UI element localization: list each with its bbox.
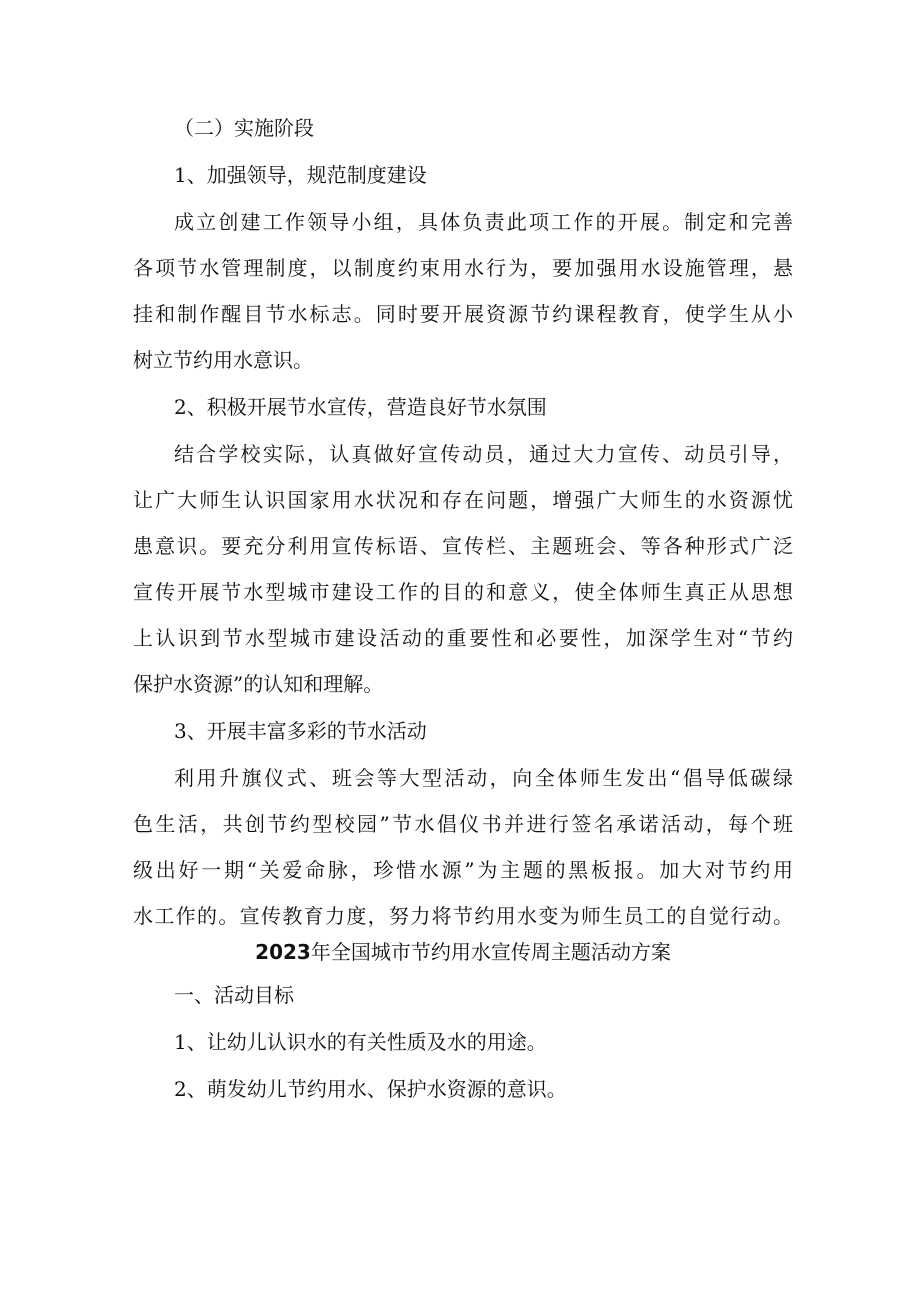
goal-item-1: 1、让幼儿认识水的有关性质及水的用途。 bbox=[174, 1030, 547, 1054]
paragraph-line: 宣传开展节水型城市建设工作的目的和意义，使全体师生真正从思想 bbox=[133, 580, 793, 604]
paragraph-line: 结合学校实际，认真做好宣传动员，通过大力宣传、动员引导， bbox=[174, 442, 793, 466]
document-title bbox=[133, 938, 793, 966]
item2-paragraph bbox=[133, 439, 793, 699]
paragraph-line: 利用升旗仪式、班会等大型活动，向全体师生发出“倡导低碳绿 bbox=[174, 766, 793, 790]
paragraph-line: 色生活，共创节约型校园”节水倡仪书并进行签名承诺活动，每个班 bbox=[133, 812, 793, 836]
paragraph-line: 让广大师生认识国家用水状况和存在问题，增强广大师生的水资源忧 bbox=[133, 488, 793, 512]
paragraph-line: 各项节水管理制度，以制度约束用水行为，要加强用水设施管理，悬 bbox=[133, 256, 793, 280]
item1-heading: 1、加强领导，规范制度建设 bbox=[174, 163, 427, 187]
paragraph-line: 树立节约用水意识。 bbox=[133, 348, 313, 372]
title-year: 2023 bbox=[255, 940, 311, 964]
item3-heading: 3、开展丰富多彩的节水活动 bbox=[174, 719, 427, 743]
paragraph-line: 级出好一期“关爱命脉，珍惜水源”为主题的黑板报。加大对节约用 bbox=[133, 858, 793, 882]
item1-paragraph bbox=[133, 207, 793, 375]
paragraph-line: 水工作的。宣传教育力度，努力将节约用水变为师生员工的自觉行动。 bbox=[133, 904, 793, 928]
title-text: 年全国城市节约用水宣传周主题活动方案 bbox=[310, 940, 671, 964]
paragraph-line: 上认识到节水型城市建设活动的重要性和必要性，加深学生对“节约 bbox=[133, 626, 793, 650]
item3-paragraph bbox=[133, 763, 793, 931]
paragraph-line: 保护水资源”的认知和理解。 bbox=[133, 672, 384, 696]
stage-heading: （二）实施阶段 bbox=[174, 116, 314, 140]
paragraph-line: 患意识。要充分利用宣传标语、宣传栏、主题班会、等各种形式广泛 bbox=[133, 534, 793, 558]
document-body bbox=[133, 113, 793, 1121]
goal-item-2: 2、萌发幼儿节约用水、保护水资源的意识。 bbox=[174, 1077, 567, 1101]
item2-heading: 2、积极开展节水宣传，营造良好节水氛围 bbox=[174, 395, 547, 419]
goal-heading: 一、活动目标 bbox=[174, 983, 294, 1007]
paragraph-line: 挂和制作醒目节水标志。同时要开展资源节约课程教育，使学生从小 bbox=[133, 302, 793, 326]
paragraph-line: 成立创建工作领导小组，具体负责此项工作的开展。制定和完善 bbox=[174, 210, 793, 234]
